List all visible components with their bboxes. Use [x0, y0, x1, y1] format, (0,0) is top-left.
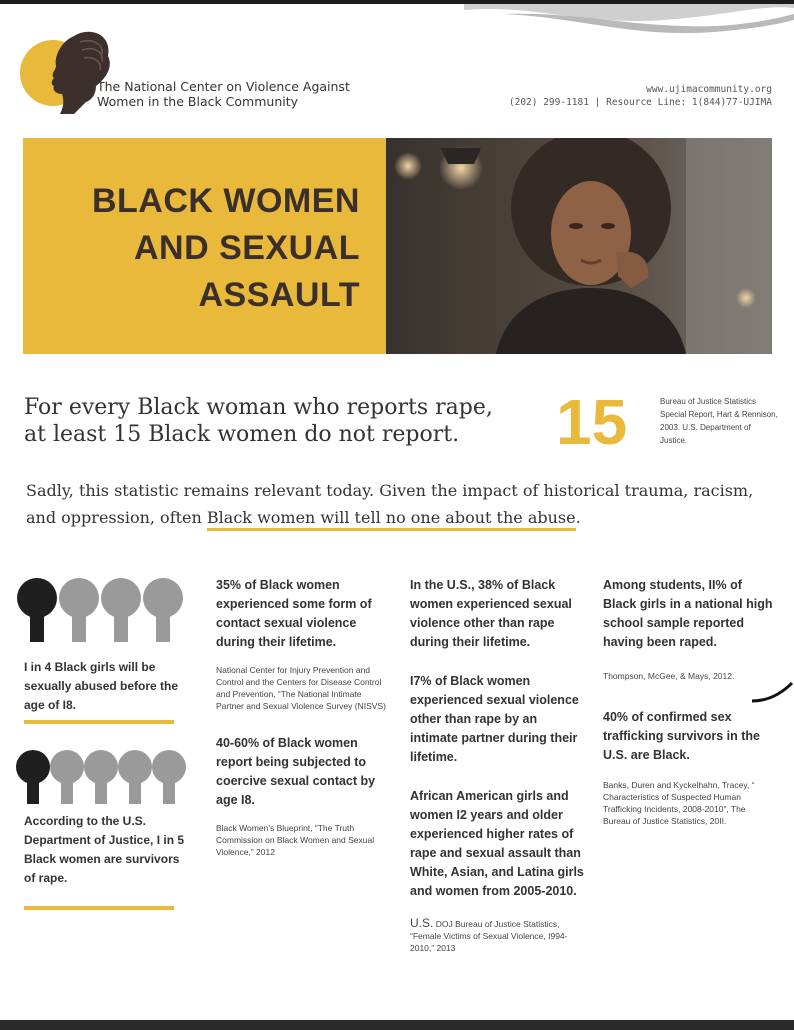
divider-bar — [24, 906, 174, 910]
heads-1-in-4 — [14, 576, 182, 642]
org-name-line2: Women in the Black Community — [97, 94, 299, 109]
column-1 — [216, 576, 388, 858]
contact-info — [509, 83, 772, 109]
stat-17-percent: I7% of Black women experienced sexual violence other than rape by an intimate partner during their lifetime. — [410, 674, 579, 764]
stat-40-percent-trafficking: 40% of confirmed sex trafficking survivors in the U.S. are Black. — [603, 710, 760, 762]
source-thompson: Thompson, McGee, & Mays, 2012. — [603, 671, 735, 681]
woman-head-gray-icon — [56, 576, 102, 642]
hero-photo-woman-at-window — [386, 138, 772, 354]
woman-head-gray-icon — [82, 748, 120, 804]
main-statement — [24, 394, 493, 448]
statement-line2: at least 15 Black women do not report. — [24, 422, 460, 447]
website-link[interactable]: www.ujimacommunity.org — [646, 84, 772, 95]
source-nisvs: National Center for Injury Prevention and Control and the Centers for Disease Control and Prevention, “The National Intimate Partner and Sexual Violence Survey (NISVS) — [216, 665, 386, 711]
woman-head-gray-icon — [48, 748, 86, 804]
title-box — [23, 138, 386, 354]
context-paragraph — [26, 477, 786, 531]
woman-head-gray-icon — [98, 576, 144, 642]
statement-source-line1: Bureau of Justice Statistics — [660, 397, 757, 406]
phone-line: (202) 299-1181 | Resource Line: 1(844)77-UJIMA — [508, 97, 772, 108]
stat-1-in-5: According to the U.S. Department of Justice, I in 5 Black women are survivors of rape. — [24, 814, 185, 885]
big-number: 15 — [556, 386, 628, 458]
context-highlight: Black women will tell no one about the abuse — [207, 508, 576, 531]
stat-1-in-4: I in 4 Black girls will be sexually abused before the age of I8. — [24, 660, 179, 712]
column-2 — [410, 576, 588, 954]
woman-head-gray-icon — [150, 748, 188, 804]
statement-source — [660, 395, 778, 447]
title-line3: ASSAULT — [198, 276, 360, 314]
source-doj-lead: U.S. — [410, 916, 434, 930]
organization-name — [97, 79, 350, 109]
title-line1: BLACK WOMEN — [91, 182, 360, 220]
woman-head-dark-icon — [14, 748, 52, 804]
bottom-bar — [0, 1020, 794, 1030]
page-title — [92, 178, 360, 319]
heads-1-in-5 — [14, 748, 184, 804]
source-blueprint: Black Women’s Blueprint, “The Truth Commission on Black Women and Sexual Violence,” 2012 — [216, 823, 375, 857]
woman-head-gray-icon — [140, 576, 186, 642]
statement-source-line4: Justice. — [660, 436, 688, 445]
stat-11-percent: Among students, II% of Black girls in a national high school sample reported having been raped. — [603, 578, 773, 649]
stat-40-60-percent: 40-60% of Black women report being subjected to coercive sexual contact by age I8. — [216, 736, 376, 807]
decorative-swoosh — [464, 4, 794, 54]
woman-head-dark-icon — [14, 576, 60, 642]
title-line2: AND SEXUAL — [133, 229, 360, 267]
context-text-part1: Sadly, this statistic remains relevant today. Given the impact of historical trauma, racism, and oppression, often — [26, 481, 754, 527]
statement-line1: For every Black woman who reports rape, — [24, 395, 493, 420]
stat-35-percent: 35% of Black women experienced some form of contact sexual violence during their lifetime. — [216, 578, 372, 649]
source-banks: Banks, Duren and Kyckelhahn, Tracey, “ Characteristics of Suspected Human Trafficking Incidents, 2008-2010”, The Bureau of Justice Statistics, 20II. — [603, 780, 755, 826]
statement-source-line2: Special Report, Hart & Rennison, — [660, 410, 778, 419]
stat-higher-rates: African American girls and women I2 years and older experienced higher rates of rape and sexual assault than White, Asian, and Latina girls and women from 2005-2010. — [410, 789, 584, 898]
statement-source-line3: 2003. U.S. Department of — [660, 423, 751, 432]
org-name-line1: The National Center on Violence Against — [97, 79, 350, 94]
context-text-part2: . — [575, 508, 581, 527]
source-doj-bjs — [410, 917, 588, 954]
source-doj-text: DOJ Bureau of Justice Statistics, “Female Victims of Sexual Violence, I994-2010,” 2013 — [410, 919, 568, 953]
woman-head-gray-icon — [116, 748, 154, 804]
divider-bar — [24, 720, 174, 724]
stat-38-percent: In the U.S., 38% of Black women experienced sexual violence other than rape during their lifetime. — [410, 578, 572, 649]
decorative-curve — [744, 679, 794, 709]
